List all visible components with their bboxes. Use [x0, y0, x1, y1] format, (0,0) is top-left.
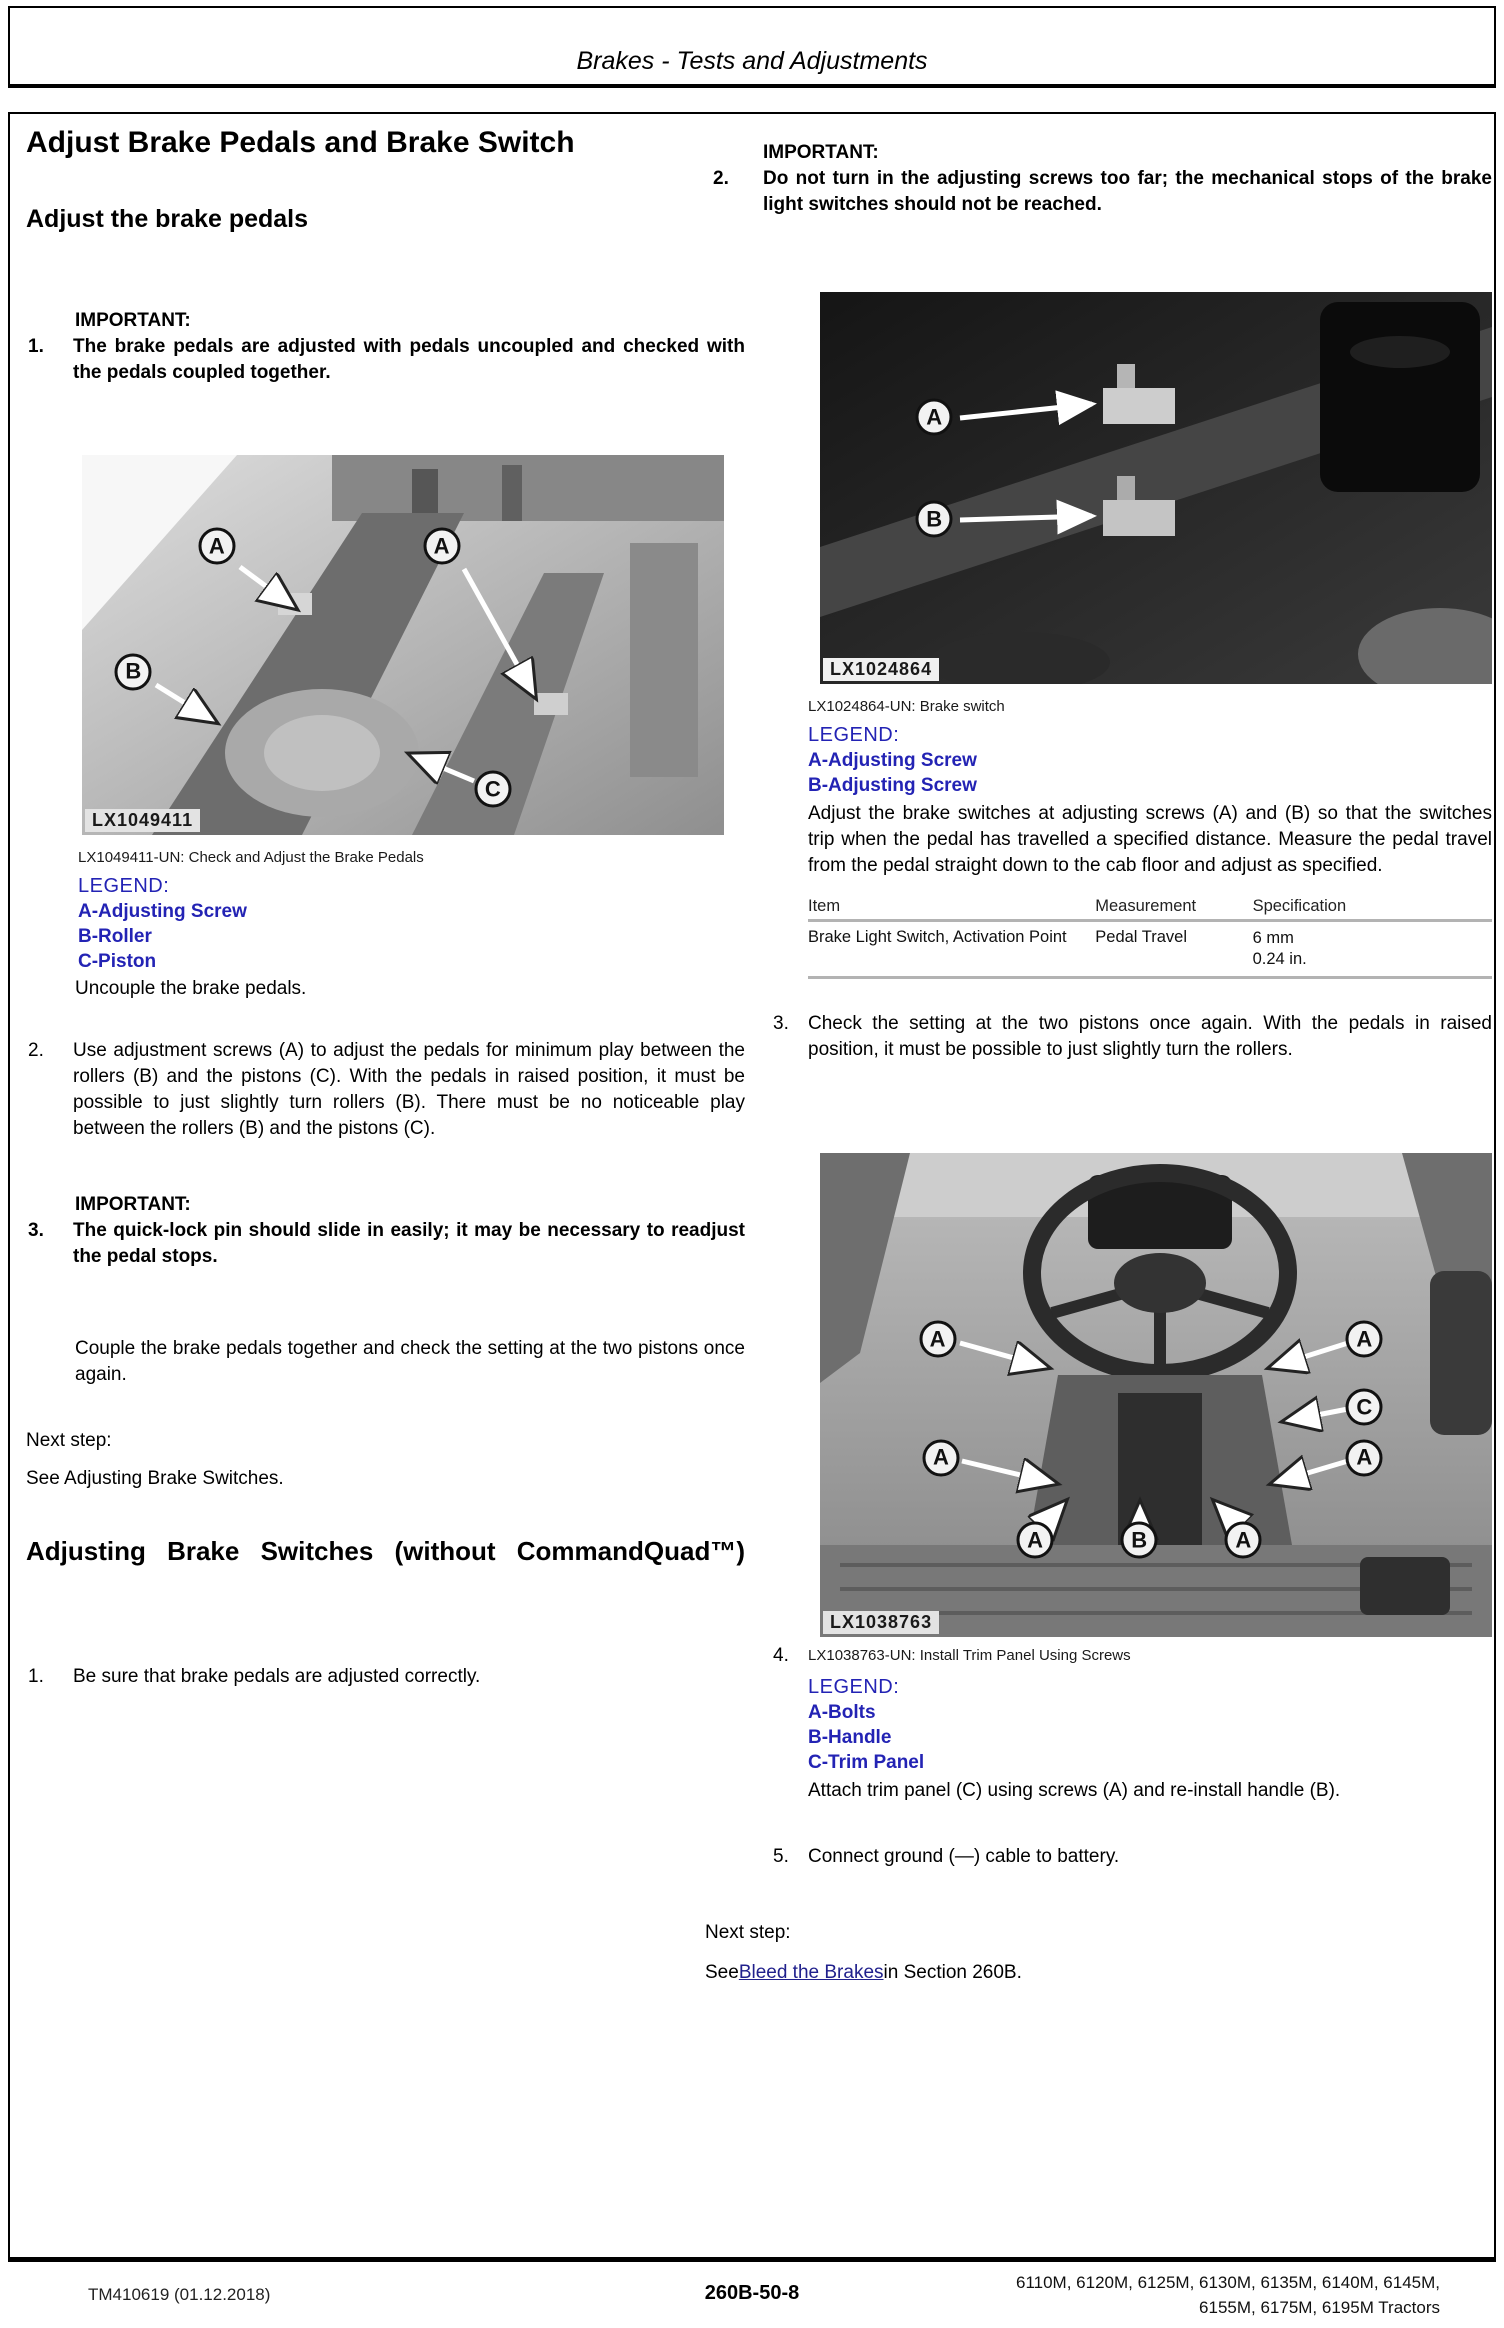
callout-c	[474, 771, 511, 808]
callout-letter: A	[1356, 1326, 1373, 1352]
callout-letter: B	[1131, 1527, 1148, 1553]
step-number: 3.	[28, 1220, 44, 1241]
important-block-1	[26, 308, 745, 386]
cell-specification	[1253, 928, 1492, 970]
legend-item: A-Bolts	[808, 1702, 876, 1723]
step-text: The quick-lock pin should slide in easily; it may be necessary to readjust the pedal stops.	[73, 1220, 745, 1267]
next-step-text: See Adjusting Brake Switches.	[26, 1468, 284, 1489]
callout-a	[1225, 1522, 1262, 1559]
numbered-step	[26, 1664, 745, 1690]
photo-artwork	[820, 1153, 1492, 1637]
callout-a	[1346, 1439, 1383, 1476]
step-text: Use adjustment screws (A) to adjust the pedals for minimum play between the rollers (B) and the pistons (C). With the pedals in raised position, it must be possible to just slightly turn rollers (B). There must be no noticeable play between the rollers (B) and the pistons (C).	[73, 1040, 745, 1139]
bleed-the-brakes-link[interactable]: Bleed the Brakes	[738, 1962, 884, 1983]
page-footer	[0, 2262, 1504, 2328]
numbered-step	[773, 1844, 1492, 1870]
subsection-title: Adjust the brake pedals	[26, 205, 309, 233]
numbered-step	[773, 1011, 1492, 1063]
photo-artwork	[82, 455, 724, 835]
numbered-step	[773, 1643, 1492, 1669]
important-block-2	[713, 140, 1492, 218]
legend-item: A-Adjusting Screw	[808, 750, 977, 771]
figure-install-trim-panel	[820, 1153, 1492, 1637]
right-column	[705, 114, 1492, 1986]
callout-b	[1121, 1522, 1158, 1559]
cell-measurement: Pedal Travel	[1095, 928, 1187, 946]
section-title: Adjust Brake Pedals and Brake Switch	[26, 126, 575, 159]
next-step-label: Next step:	[705, 1922, 791, 1943]
col-header-item: Item	[808, 897, 841, 915]
callout-b	[115, 653, 152, 690]
step-text: Do not turn in the adjusting screws too far; the mechanical stops of the brake light switches should not be reached.	[763, 168, 1492, 215]
callout-a	[1017, 1522, 1054, 1559]
cell-item: Brake Light Switch, Activation Point	[808, 928, 1067, 946]
figure-caption: LX1024864-UN: Brake switch	[808, 698, 1005, 715]
model-list-line2: 6155M, 6175M, 6195M Tractors	[1199, 2298, 1440, 2317]
callout-a	[423, 528, 460, 565]
callout-a	[916, 399, 953, 436]
model-list-line1: 6110M, 6120M, 6125M, 6130M, 6135M, 6140M, 6145M,	[1016, 2273, 1440, 2292]
callout-letter: A	[1356, 1444, 1373, 1470]
figure-watermark: LX1038763	[823, 1611, 939, 1634]
spec-metric: 6 mm	[1252, 929, 1294, 947]
callout-a	[922, 1439, 959, 1476]
page-number: 260B-50-8	[704, 2282, 800, 2304]
content-frame	[8, 112, 1496, 2262]
step-number: 5.	[773, 1846, 789, 1867]
next-step-prefix: See	[705, 1962, 739, 1983]
photo-artwork	[820, 292, 1492, 684]
page-header	[8, 6, 1496, 88]
important-label: IMPORTANT:	[763, 142, 879, 163]
step-text: Check the setting at the two pistons once again. With the pedals in raised position, it must be possible to just slightly turn the rollers.	[808, 1013, 1492, 1060]
numbered-step	[713, 166, 1492, 218]
callout-letter: A	[929, 1326, 946, 1352]
legend-item: A-Adjusting Screw	[78, 901, 247, 922]
subsection-title: Adjusting Brake Switches (without CommandQuad™)	[26, 1536, 745, 1566]
col-header-measurement: Measurement	[1095, 897, 1197, 915]
spec-table-row	[808, 922, 1492, 979]
chapter-title: Brakes - Tests and Adjustments	[576, 47, 928, 75]
legend-item: B-Roller	[78, 926, 152, 947]
callout-b	[916, 501, 953, 538]
callout-c	[1346, 1389, 1383, 1426]
callout-letter: C	[1356, 1394, 1373, 1420]
callout-letter: A	[933, 1444, 949, 1470]
step-number: 1.	[28, 1666, 44, 1687]
legend-item: B-Handle	[808, 1727, 892, 1748]
step-number: 2.	[713, 168, 729, 189]
step-text: Be sure that brake pedals are adjusted correctly.	[73, 1666, 481, 1687]
document-id: TM410619 (01.12.2018)	[88, 2285, 271, 2304]
next-step-suffix: in Section 260B.	[883, 1962, 1022, 1983]
numbered-step	[26, 1218, 745, 1270]
legend-item: B-Adjusting Screw	[808, 775, 977, 796]
callout-letter: A	[208, 533, 225, 559]
next-step-label: Next step:	[26, 1430, 112, 1451]
important-label: IMPORTANT:	[75, 1194, 191, 1215]
figure-brake-switch	[820, 292, 1492, 684]
figure-caption: LX1038763-UN: Install Trim Panel Using Screws	[808, 1647, 1131, 1664]
step-text: The brake pedals are adjusted with pedals uncoupled and checked with the pedals coupled together.	[73, 336, 745, 383]
important-block-3	[26, 1192, 745, 1270]
figure-check-adjust-brake-pedals	[82, 455, 724, 835]
legend-label: LEGEND:	[78, 875, 170, 897]
step-number: 3.	[773, 1013, 789, 1034]
left-column	[26, 114, 745, 1690]
next-step-text	[705, 1960, 1492, 1986]
important-label: IMPORTANT:	[75, 310, 191, 331]
callout-letter: C	[484, 776, 501, 802]
numbered-step	[26, 1038, 745, 1142]
spec-table	[808, 897, 1492, 979]
step-number: 1.	[28, 336, 44, 357]
spec-table-header	[808, 897, 1492, 922]
callout-letter: A	[1235, 1527, 1252, 1553]
paragraph: Adjust the brake switches at adjusting screws (A) and (B) so that the switches trip when the pedal has travelled a specified distance. Measure the pedal travel from the pedal straight down to the cab floor and adjust as specified.	[808, 803, 1492, 876]
paragraph: Uncouple the brake pedals.	[75, 978, 307, 999]
legend-item: C-Piston	[78, 951, 157, 972]
spec-imperial: 0.24 in.	[1252, 950, 1307, 968]
figure-watermark: LX1049411	[85, 809, 200, 832]
numbered-step	[26, 334, 745, 386]
step-number: 2.	[28, 1040, 44, 1061]
callout-letter: A	[433, 533, 450, 559]
paragraph: Attach trim panel (C) using screws (A) and re-install handle (B).	[808, 1780, 1341, 1801]
callout-a	[198, 528, 235, 565]
step-text: Connect ground (—) cable to battery.	[808, 1846, 1120, 1867]
callout-a	[1346, 1321, 1383, 1358]
paragraph: Couple the brake pedals together and check the setting at the two pistons once again.	[75, 1338, 745, 1385]
legend-label: LEGEND:	[808, 1676, 900, 1698]
callout-letter: A	[926, 404, 943, 430]
legend-label: LEGEND:	[808, 724, 900, 746]
callout-letter: B	[926, 506, 943, 532]
model-list	[1016, 2270, 1440, 2320]
col-header-specification: Specification	[1252, 897, 1347, 915]
figure-caption: LX1049411-UN: Check and Adjust the Brake Pedals	[78, 849, 424, 866]
callout-letter: A	[1027, 1527, 1043, 1553]
step-number: 4.	[773, 1645, 789, 1666]
legend-item: C-Trim Panel	[808, 1752, 925, 1773]
figure-watermark: LX1024864	[823, 658, 939, 681]
callout-letter: B	[125, 658, 142, 684]
callout-a	[919, 1321, 956, 1358]
